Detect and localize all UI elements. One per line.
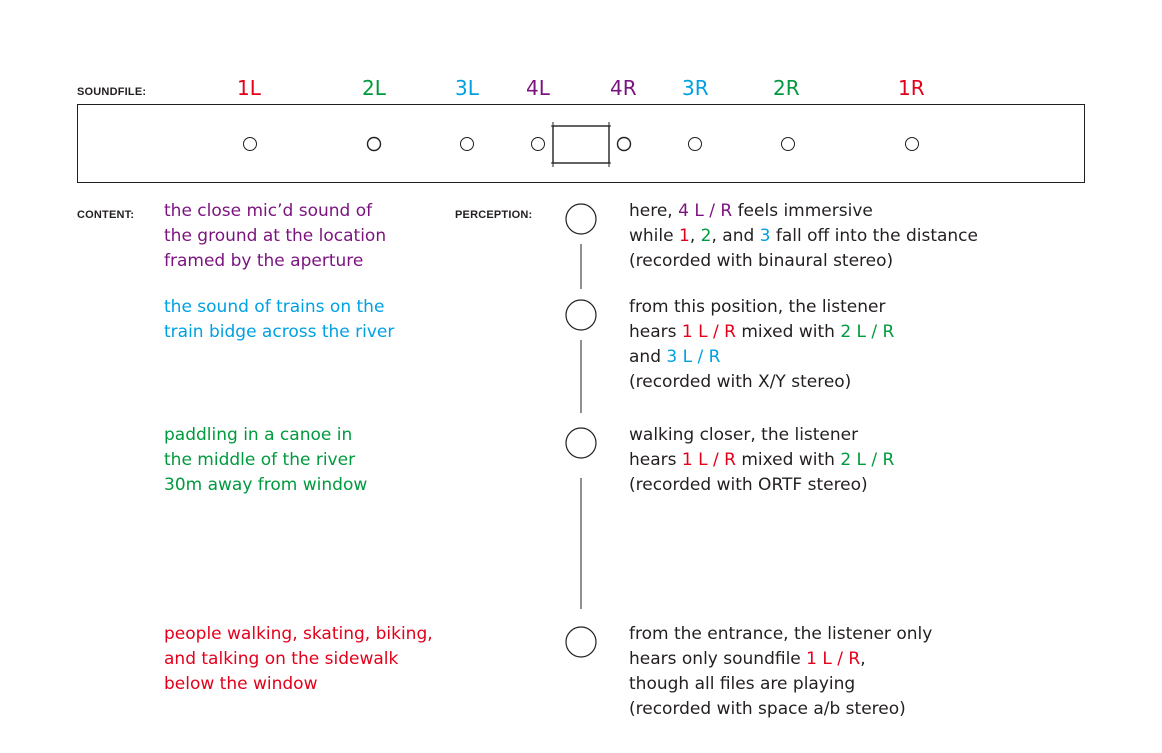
- text: mixed with: [735, 450, 841, 470]
- content-line: the ground at the location: [164, 226, 387, 246]
- content-line: 30m away from window: [164, 475, 368, 495]
- channel-ref-1: 1 L / R: [681, 450, 736, 470]
- text: ,: [689, 226, 701, 246]
- aperture-window: [551, 122, 611, 167]
- channel-ref-1: 1: [679, 226, 690, 246]
- perception-heading: PERCEPTION:: [455, 209, 533, 221]
- perception-line: from the entrance, the listener only: [629, 624, 933, 644]
- room-plan-box: [78, 105, 1085, 183]
- text: and: [629, 347, 667, 367]
- content-block-3: [164, 295, 394, 345]
- text: here,: [629, 201, 679, 221]
- perception-line: though all files are playing: [629, 674, 856, 694]
- channel-label-1l: 1L: [237, 76, 261, 100]
- speaker-1r: [906, 138, 919, 151]
- listener-position-2: [566, 300, 596, 330]
- perception-block-3: [629, 423, 894, 498]
- perception-line: [629, 224, 978, 249]
- perception-line: (recorded with binaural stereo): [629, 251, 894, 271]
- text: fall off into the distance: [770, 226, 978, 246]
- channel-label-4r: 4R: [610, 76, 637, 100]
- soundfile-heading: SOUNDFILE:: [77, 86, 147, 98]
- perception-line: [629, 345, 894, 370]
- content-line: the close mic’d sound of: [164, 201, 373, 221]
- content-line: train bidge across the river: [164, 322, 395, 342]
- channel-ref-2: 2 L / R: [840, 450, 895, 470]
- channel-ref-1: 1 L / R: [806, 649, 861, 669]
- text: feels immersive: [732, 201, 873, 221]
- listener-position-1: [566, 204, 596, 234]
- content-heading: CONTENT:: [77, 209, 135, 221]
- speaker-3r: [689, 138, 702, 151]
- channel-ref-3: 3 L / R: [666, 347, 721, 367]
- content-line: framed by the aperture: [164, 251, 364, 271]
- listener-position-3: [566, 428, 596, 458]
- perception-line: [629, 647, 932, 672]
- content-block-1: [164, 622, 433, 697]
- channel-ref-1: 1 L / R: [681, 322, 736, 342]
- perception-line: from this position, the listener: [629, 297, 886, 317]
- text: hears: [629, 322, 682, 342]
- perception-line: walking closer, the listener: [629, 425, 859, 445]
- text: , and: [711, 226, 760, 246]
- channel-ref-3: 3: [759, 226, 771, 246]
- perception-line: [629, 320, 894, 345]
- channel-label-3l: 3L: [455, 76, 479, 100]
- content-block-4: [164, 199, 386, 274]
- text: mixed with: [735, 322, 841, 342]
- speaker-4l: [532, 138, 545, 151]
- content-line: paddling in a canoe in: [164, 425, 353, 445]
- perception-block-4: [629, 622, 932, 722]
- speaker-2r: [782, 138, 795, 151]
- text: ,: [860, 649, 866, 669]
- perception-line: (recorded with X/Y stereo): [629, 372, 852, 392]
- speaker-3l: [461, 138, 474, 151]
- speaker-4r: [618, 138, 631, 151]
- perception-line: [629, 199, 978, 224]
- perception-block-1: [629, 199, 978, 274]
- content-line: below the window: [164, 674, 318, 694]
- channel-label-2l: 2L: [362, 76, 386, 100]
- channel-label-2r: 2R: [773, 76, 800, 100]
- text: hears: [629, 450, 682, 470]
- content-line: and talking on the sidewalk: [164, 649, 399, 669]
- content-line: people walking, skating, biking,: [164, 624, 433, 644]
- perception-line: (recorded with space a/b stereo): [629, 699, 906, 719]
- text: hears only soundfile: [629, 649, 807, 669]
- text: while: [629, 226, 679, 246]
- content-line: the sound of trains on the: [164, 297, 385, 317]
- content-line: the middle of the river: [164, 450, 356, 470]
- channel-label-3r: 3R: [682, 76, 709, 100]
- speaker-1l: [244, 138, 257, 151]
- channel-label-4l: 4L: [526, 76, 550, 100]
- content-block-2: [164, 423, 367, 498]
- perception-block-2: [629, 295, 894, 395]
- perception-line: (recorded with ORTF stereo): [629, 475, 868, 495]
- channel-ref-4: 4 L / R: [678, 201, 733, 221]
- channel-ref-2: 2 L / R: [840, 322, 895, 342]
- speaker-2l: [368, 138, 381, 151]
- channel-label-1r: 1R: [898, 76, 925, 100]
- channel-ref-2: 2: [700, 226, 712, 246]
- listener-position-4: [566, 627, 596, 657]
- perception-line: [629, 448, 894, 473]
